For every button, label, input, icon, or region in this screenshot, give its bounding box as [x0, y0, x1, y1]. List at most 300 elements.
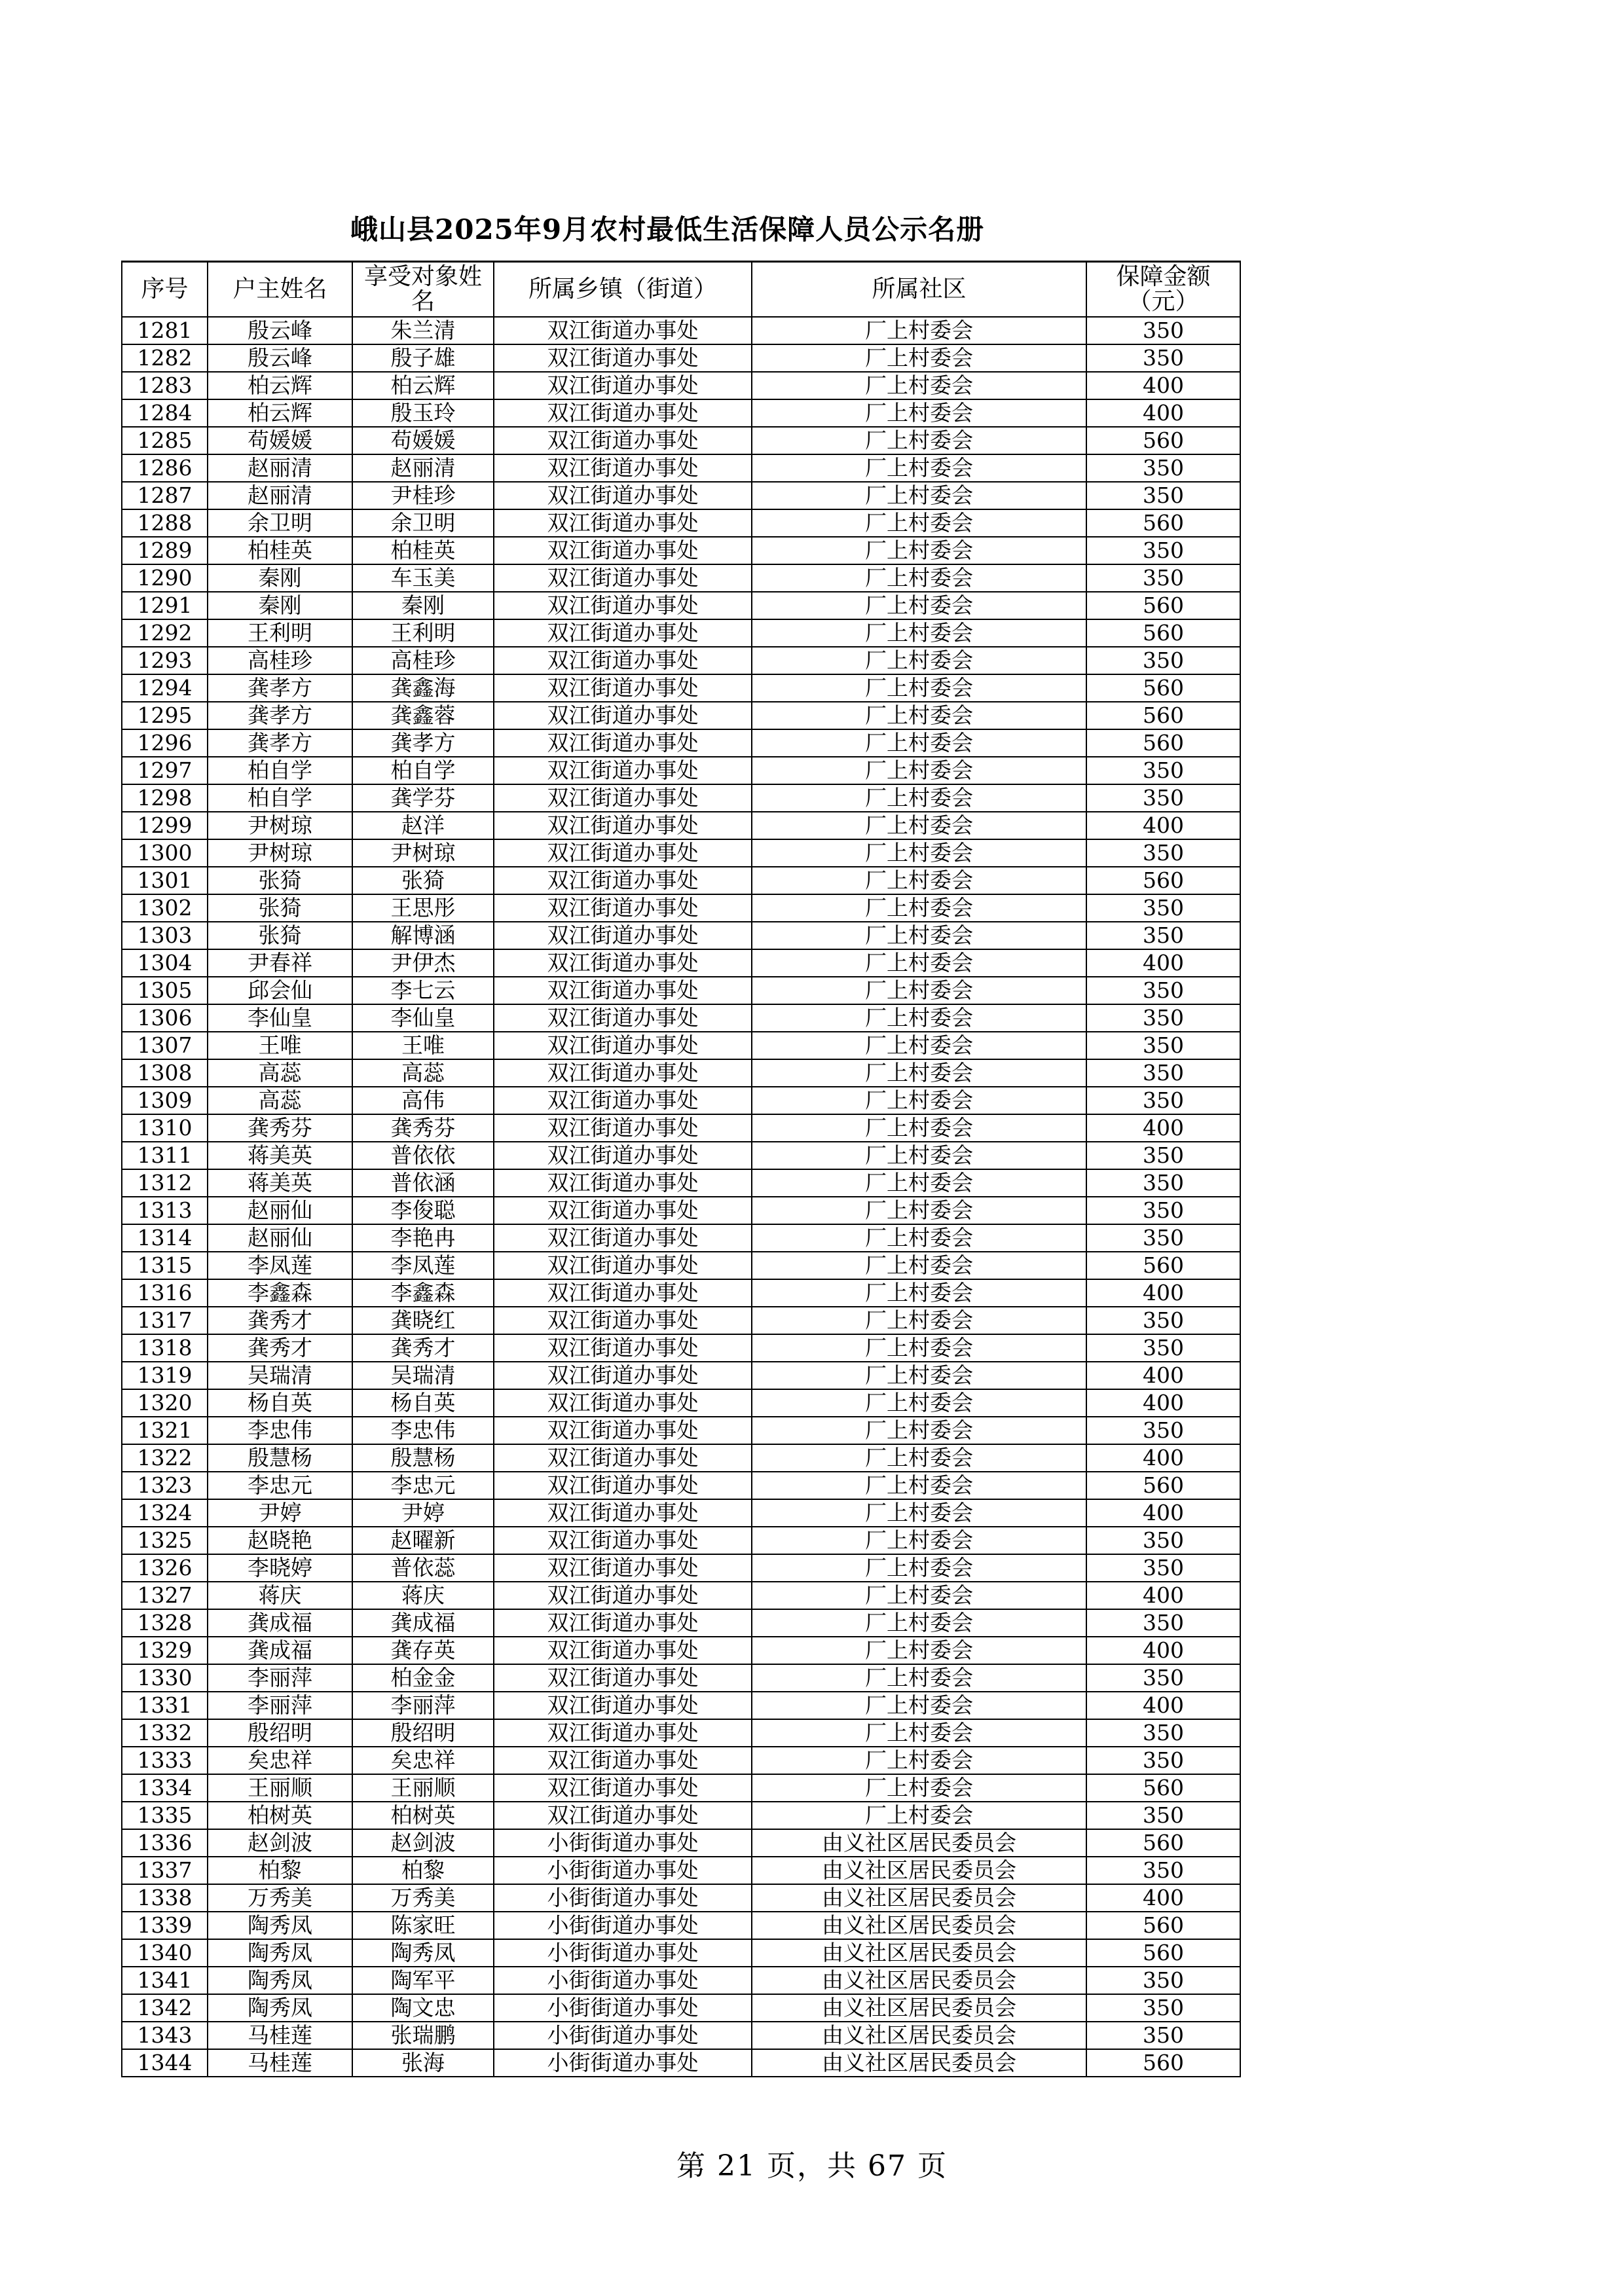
table-row [122, 1032, 1240, 1059]
cell-township: 双江街道办事处 [494, 564, 752, 592]
cell-township: 双江街道办事处 [494, 812, 752, 839]
cell-household-head: 高桂珍 [208, 647, 352, 674]
cell-household-head: 龚秀芬 [208, 1114, 352, 1142]
cell-index: 1297 [122, 757, 208, 784]
cell-beneficiary: 殷子雄 [352, 344, 494, 372]
cell-community: 厂上村委会 [752, 619, 1086, 647]
cell-township: 双江街道办事处 [494, 922, 752, 949]
cell-amount: 350 [1086, 1609, 1240, 1637]
cell-township: 双江街道办事处 [494, 1004, 752, 1032]
cell-household-head: 赵丽清 [208, 482, 352, 509]
table-row [122, 812, 1240, 839]
cell-amount: 560 [1086, 1939, 1240, 1967]
cell-beneficiary: 赵丽清 [352, 454, 494, 482]
cell-amount: 400 [1086, 1637, 1240, 1664]
cell-amount: 350 [1086, 1747, 1240, 1774]
cell-community: 厂上村委会 [752, 454, 1086, 482]
cell-beneficiary: 吴瑞清 [352, 1362, 494, 1389]
cell-community: 厂上村委会 [752, 509, 1086, 537]
cell-community: 由义社区居民委员会 [752, 1857, 1086, 1884]
cell-household-head: 马桂莲 [208, 2049, 352, 2077]
cell-township: 小街街道办事处 [494, 1829, 752, 1857]
cell-community: 厂上村委会 [752, 977, 1086, 1004]
cell-community: 厂上村委会 [752, 1582, 1086, 1609]
cell-household-head: 李丽萍 [208, 1692, 352, 1719]
cell-index: 1319 [122, 1362, 208, 1389]
column-header-index: 序号 [122, 262, 208, 318]
cell-community: 厂上村委会 [752, 1169, 1086, 1197]
cell-amount: 560 [1086, 509, 1240, 537]
cell-index: 1334 [122, 1774, 208, 1802]
cell-community: 厂上村委会 [752, 1087, 1086, 1114]
cell-index: 1332 [122, 1719, 208, 1747]
cell-amount: 350 [1086, 1967, 1240, 1994]
cell-index: 1331 [122, 1692, 208, 1719]
cell-beneficiary: 龚孝方 [352, 729, 494, 757]
cell-household-head: 龚秀才 [208, 1334, 352, 1362]
table-row [122, 922, 1240, 949]
cell-household-head: 陶秀凤 [208, 1912, 352, 1939]
cell-amount: 400 [1086, 1692, 1240, 1719]
table-row [122, 757, 1240, 784]
cell-index: 1290 [122, 564, 208, 592]
cell-beneficiary: 王利明 [352, 619, 494, 647]
cell-community: 厂上村委会 [752, 867, 1086, 894]
cell-amount: 350 [1086, 1664, 1240, 1692]
cell-community: 厂上村委会 [752, 1719, 1086, 1747]
cell-beneficiary: 李艳冉 [352, 1224, 494, 1252]
cell-amount: 350 [1086, 1087, 1240, 1114]
table-row [122, 1582, 1240, 1609]
cell-beneficiary: 杨自英 [352, 1389, 494, 1417]
cell-index: 1333 [122, 1747, 208, 1774]
cell-township: 小街街道办事处 [494, 2022, 752, 2049]
cell-index: 1338 [122, 1884, 208, 1912]
table-row [122, 1169, 1240, 1197]
cell-beneficiary: 普依依 [352, 1142, 494, 1169]
cell-community: 厂上村委会 [752, 1774, 1086, 1802]
cell-household-head: 杨自英 [208, 1389, 352, 1417]
cell-amount: 560 [1086, 1829, 1240, 1857]
cell-amount: 350 [1086, 1802, 1240, 1829]
cell-index: 1285 [122, 427, 208, 454]
cell-beneficiary: 王丽顺 [352, 1774, 494, 1802]
cell-household-head: 张猗 [208, 894, 352, 922]
cell-township: 小街街道办事处 [494, 1857, 752, 1884]
cell-community: 厂上村委会 [752, 564, 1086, 592]
table-row [122, 1609, 1240, 1637]
cell-beneficiary: 龚鑫海 [352, 674, 494, 702]
cell-township: 双江街道办事处 [494, 949, 752, 977]
cell-beneficiary: 尹树琼 [352, 839, 494, 867]
cell-household-head: 张猗 [208, 922, 352, 949]
cell-amount: 350 [1086, 977, 1240, 1004]
cell-index: 1323 [122, 1472, 208, 1499]
cell-index: 1321 [122, 1417, 208, 1444]
cell-household-head: 苟媛媛 [208, 427, 352, 454]
cell-index: 1296 [122, 729, 208, 757]
cell-township: 双江街道办事处 [494, 399, 752, 427]
cell-township: 双江街道办事处 [494, 894, 752, 922]
cell-beneficiary: 王思彤 [352, 894, 494, 922]
cell-index: 1322 [122, 1444, 208, 1472]
cell-amount: 350 [1086, 839, 1240, 867]
cell-township: 双江街道办事处 [494, 1472, 752, 1499]
column-header-household-head: 户主姓名 [208, 262, 352, 318]
cell-household-head: 赵剑波 [208, 1829, 352, 1857]
cell-community: 厂上村委会 [752, 1334, 1086, 1362]
cell-community: 厂上村委会 [752, 372, 1086, 399]
cell-community: 厂上村委会 [752, 1224, 1086, 1252]
cell-index: 1326 [122, 1554, 208, 1582]
table-row [122, 427, 1240, 454]
cell-township: 双江街道办事处 [494, 1142, 752, 1169]
cell-beneficiary: 张猗 [352, 867, 494, 894]
cell-beneficiary: 高桂珍 [352, 647, 494, 674]
cell-amount: 350 [1086, 1197, 1240, 1224]
cell-beneficiary: 秦刚 [352, 592, 494, 619]
cell-household-head: 王利明 [208, 619, 352, 647]
cell-household-head: 殷云峰 [208, 344, 352, 372]
cell-household-head: 蒋美英 [208, 1169, 352, 1197]
table-row [122, 1939, 1240, 1967]
cell-index: 1344 [122, 2049, 208, 2077]
cell-beneficiary: 尹桂珍 [352, 482, 494, 509]
cell-amount: 560 [1086, 592, 1240, 619]
cell-amount: 350 [1086, 1004, 1240, 1032]
cell-amount: 400 [1086, 1114, 1240, 1142]
cell-index: 1314 [122, 1224, 208, 1252]
table-row [122, 1059, 1240, 1087]
cell-amount: 400 [1086, 1582, 1240, 1609]
cell-beneficiary: 朱兰清 [352, 317, 494, 344]
cell-township: 双江街道办事处 [494, 1059, 752, 1087]
cell-index: 1311 [122, 1142, 208, 1169]
cell-township: 双江街道办事处 [494, 1692, 752, 1719]
cell-household-head: 邱会仙 [208, 977, 352, 1004]
cell-amount: 350 [1086, 894, 1240, 922]
cell-amount: 560 [1086, 2049, 1240, 2077]
cell-index: 1304 [122, 949, 208, 977]
cell-household-head: 殷绍明 [208, 1719, 352, 1747]
cell-beneficiary: 尹婷 [352, 1499, 494, 1527]
table-row [122, 894, 1240, 922]
table-row [122, 592, 1240, 619]
cell-index: 1307 [122, 1032, 208, 1059]
cell-beneficiary: 龚成福 [352, 1609, 494, 1637]
cell-beneficiary: 陶秀凤 [352, 1939, 494, 1967]
cell-community: 由义社区居民委员会 [752, 1884, 1086, 1912]
cell-index: 1328 [122, 1609, 208, 1637]
cell-community: 厂上村委会 [752, 1059, 1086, 1087]
cell-beneficiary: 李俊聪 [352, 1197, 494, 1224]
cell-township: 双江街道办事处 [494, 1719, 752, 1747]
cell-household-head: 李晓婷 [208, 1554, 352, 1582]
cell-index: 1291 [122, 592, 208, 619]
cell-household-head: 赵晓艳 [208, 1527, 352, 1554]
cell-township: 双江街道办事处 [494, 344, 752, 372]
cell-township: 小街街道办事处 [494, 1912, 752, 1939]
cell-community: 厂上村委会 [752, 592, 1086, 619]
cell-household-head: 秦刚 [208, 592, 352, 619]
table-row [122, 537, 1240, 564]
cell-township: 双江街道办事处 [494, 1087, 752, 1114]
cell-index: 1286 [122, 454, 208, 482]
cell-household-head: 柏自学 [208, 757, 352, 784]
cell-amount: 560 [1086, 619, 1240, 647]
cell-community: 厂上村委会 [752, 922, 1086, 949]
cell-index: 1324 [122, 1499, 208, 1527]
table-row [122, 702, 1240, 729]
table-row [122, 1252, 1240, 1279]
cell-beneficiary: 赵曜新 [352, 1527, 494, 1554]
cell-beneficiary: 柏桂英 [352, 537, 494, 564]
table-row [122, 1142, 1240, 1169]
cell-beneficiary: 普依涵 [352, 1169, 494, 1197]
cell-community: 厂上村委会 [752, 344, 1086, 372]
cell-amount: 400 [1086, 949, 1240, 977]
cell-household-head: 尹树琼 [208, 839, 352, 867]
cell-household-head: 龚孝方 [208, 674, 352, 702]
cell-index: 1303 [122, 922, 208, 949]
table-row [122, 509, 1240, 537]
cell-amount: 400 [1086, 1362, 1240, 1389]
cell-household-head: 吴瑞清 [208, 1362, 352, 1389]
table-row [122, 1417, 1240, 1444]
cell-community: 厂上村委会 [752, 1197, 1086, 1224]
cell-township: 双江街道办事处 [494, 1224, 752, 1252]
cell-index: 1341 [122, 1967, 208, 1994]
table-row [122, 1362, 1240, 1389]
cell-index: 1308 [122, 1059, 208, 1087]
cell-beneficiary: 赵洋 [352, 812, 494, 839]
cell-amount: 350 [1086, 482, 1240, 509]
cell-household-head: 马桂莲 [208, 2022, 352, 2049]
cell-beneficiary: 高蕊 [352, 1059, 494, 1087]
cell-index: 1316 [122, 1279, 208, 1307]
cell-household-head: 尹树琼 [208, 812, 352, 839]
cell-amount: 400 [1086, 812, 1240, 839]
cell-household-head: 高蕊 [208, 1087, 352, 1114]
cell-beneficiary: 殷绍明 [352, 1719, 494, 1747]
table-row [122, 1912, 1240, 1939]
table-row [122, 399, 1240, 427]
cell-amount: 350 [1086, 344, 1240, 372]
cell-amount: 350 [1086, 537, 1240, 564]
table-row [122, 1802, 1240, 1829]
cell-beneficiary: 张海 [352, 2049, 494, 2077]
cell-amount: 350 [1086, 1334, 1240, 1362]
cell-household-head: 龚孝方 [208, 729, 352, 757]
cell-community: 由义社区居民委员会 [752, 1939, 1086, 1967]
cell-township: 双江街道办事处 [494, 427, 752, 454]
cell-household-head: 龚孝方 [208, 702, 352, 729]
cell-beneficiary: 李凤莲 [352, 1252, 494, 1279]
cell-beneficiary: 殷玉玲 [352, 399, 494, 427]
cell-index: 1306 [122, 1004, 208, 1032]
cell-beneficiary: 陶文忠 [352, 1994, 494, 2022]
cell-community: 厂上村委会 [752, 1307, 1086, 1334]
cell-household-head: 尹婷 [208, 1499, 352, 1527]
table-row [122, 1774, 1240, 1802]
table-row [122, 1499, 1240, 1527]
cell-household-head: 柏自学 [208, 784, 352, 812]
cell-amount: 400 [1086, 399, 1240, 427]
cell-community: 由义社区居民委员会 [752, 1912, 1086, 1939]
cell-index: 1282 [122, 344, 208, 372]
cell-household-head: 秦刚 [208, 564, 352, 592]
cell-index: 1301 [122, 867, 208, 894]
cell-household-head: 柏黎 [208, 1857, 352, 1884]
cell-township: 双江街道办事处 [494, 1664, 752, 1692]
table-row [122, 2049, 1240, 2077]
table-row [122, 1857, 1240, 1884]
table-row [122, 977, 1240, 1004]
cell-township: 双江街道办事处 [494, 1444, 752, 1472]
cell-index: 1340 [122, 1939, 208, 1967]
cell-index: 1330 [122, 1664, 208, 1692]
cell-household-head: 李仙皇 [208, 1004, 352, 1032]
cell-amount: 350 [1086, 1059, 1240, 1087]
table-row [122, 1994, 1240, 2022]
cell-index: 1327 [122, 1582, 208, 1609]
cell-beneficiary: 张瑞鹏 [352, 2022, 494, 2049]
cell-amount: 350 [1086, 922, 1240, 949]
cell-household-head: 柏桂英 [208, 537, 352, 564]
cell-beneficiary: 陶军平 [352, 1967, 494, 1994]
table-row [122, 1279, 1240, 1307]
cell-community: 厂上村委会 [752, 1114, 1086, 1142]
table-row [122, 1114, 1240, 1142]
cell-community: 厂上村委会 [752, 1637, 1086, 1664]
cell-township: 双江街道办事处 [494, 1334, 752, 1362]
cell-household-head: 柏云辉 [208, 372, 352, 399]
cell-township: 双江街道办事处 [494, 647, 752, 674]
cell-community: 厂上村委会 [752, 482, 1086, 509]
roster-table [121, 261, 1241, 2077]
cell-community: 厂上村委会 [752, 1004, 1086, 1032]
cell-amount: 350 [1086, 1224, 1240, 1252]
cell-household-head: 龚成福 [208, 1637, 352, 1664]
cell-township: 双江街道办事处 [494, 1032, 752, 1059]
cell-beneficiary: 柏云辉 [352, 372, 494, 399]
cell-amount: 350 [1086, 2022, 1240, 2049]
cell-beneficiary: 李忠元 [352, 1472, 494, 1499]
cell-index: 1298 [122, 784, 208, 812]
cell-township: 双江街道办事处 [494, 1114, 752, 1142]
cell-index: 1317 [122, 1307, 208, 1334]
cell-community: 厂上村委会 [752, 537, 1086, 564]
cell-township: 双江街道办事处 [494, 592, 752, 619]
cell-community: 厂上村委会 [752, 1692, 1086, 1719]
table-row [122, 1554, 1240, 1582]
cell-township: 双江街道办事处 [494, 1499, 752, 1527]
cell-community: 厂上村委会 [752, 1362, 1086, 1389]
table-row [122, 1004, 1240, 1032]
cell-township: 双江街道办事处 [494, 1774, 752, 1802]
cell-township: 双江街道办事处 [494, 977, 752, 1004]
cell-household-head: 陶秀凤 [208, 1967, 352, 1994]
page-footer: 第 21 页，共 67 页 [676, 2149, 948, 2183]
cell-township: 双江街道办事处 [494, 1197, 752, 1224]
cell-community: 厂上村委会 [752, 1527, 1086, 1554]
table-row [122, 1692, 1240, 1719]
cell-amount: 350 [1086, 1994, 1240, 2022]
cell-amount: 350 [1086, 757, 1240, 784]
cell-township: 小街街道办事处 [494, 2049, 752, 2077]
cell-amount: 400 [1086, 372, 1240, 399]
cell-index: 1312 [122, 1169, 208, 1197]
cell-household-head: 王丽顺 [208, 1774, 352, 1802]
table-row [122, 647, 1240, 674]
table-row [122, 619, 1240, 647]
cell-community: 厂上村委会 [752, 812, 1086, 839]
cell-amount: 560 [1086, 702, 1240, 729]
cell-household-head: 赵丽仙 [208, 1197, 352, 1224]
cell-index: 1329 [122, 1637, 208, 1664]
column-header-township: 所属乡镇（街道） [494, 262, 752, 318]
cell-township: 双江街道办事处 [494, 1747, 752, 1774]
cell-amount: 350 [1086, 1857, 1240, 1884]
cell-township: 双江街道办事处 [494, 1389, 752, 1417]
cell-index: 1320 [122, 1389, 208, 1417]
document-title: 峨山县2025年9月农村最低生活保障人员公示名册 [350, 213, 985, 246]
cell-household-head: 赵丽清 [208, 454, 352, 482]
cell-household-head: 张猗 [208, 867, 352, 894]
cell-amount: 560 [1086, 1252, 1240, 1279]
table-row [122, 1334, 1240, 1362]
cell-beneficiary: 解博涵 [352, 922, 494, 949]
cell-index: 1318 [122, 1334, 208, 1362]
cell-index: 1315 [122, 1252, 208, 1279]
cell-township: 双江街道办事处 [494, 1802, 752, 1829]
cell-community: 厂上村委会 [752, 784, 1086, 812]
cell-household-head: 龚秀才 [208, 1307, 352, 1334]
cell-index: 1325 [122, 1527, 208, 1554]
table-row [122, 1664, 1240, 1692]
cell-community: 厂上村委会 [752, 894, 1086, 922]
table-row [122, 839, 1240, 867]
cell-beneficiary: 尹伊杰 [352, 949, 494, 977]
cell-beneficiary: 车玉美 [352, 564, 494, 592]
table-row [122, 372, 1240, 399]
cell-township: 双江街道办事处 [494, 1609, 752, 1637]
cell-community: 厂上村委会 [752, 674, 1086, 702]
cell-beneficiary: 龚秀芬 [352, 1114, 494, 1142]
cell-index: 1342 [122, 1994, 208, 2022]
cell-community: 厂上村委会 [752, 1389, 1086, 1417]
cell-township: 小街街道办事处 [494, 1939, 752, 1967]
cell-community: 厂上村委会 [752, 1252, 1086, 1279]
cell-amount: 560 [1086, 867, 1240, 894]
cell-amount: 560 [1086, 1774, 1240, 1802]
cell-household-head: 李凤莲 [208, 1252, 352, 1279]
cell-household-head: 蒋美英 [208, 1142, 352, 1169]
cell-beneficiary: 矣忠祥 [352, 1747, 494, 1774]
column-header-amount: 保障金额（元） [1086, 262, 1240, 318]
cell-community: 厂上村委会 [752, 1417, 1086, 1444]
cell-township: 双江街道办事处 [494, 1252, 752, 1279]
cell-township: 小街街道办事处 [494, 1884, 752, 1912]
cell-amount: 400 [1086, 1279, 1240, 1307]
cell-township: 双江街道办事处 [494, 454, 752, 482]
cell-amount: 560 [1086, 1912, 1240, 1939]
cell-township: 双江街道办事处 [494, 1554, 752, 1582]
cell-township: 双江街道办事处 [494, 867, 752, 894]
cell-township: 双江街道办事处 [494, 1307, 752, 1334]
cell-household-head: 王唯 [208, 1032, 352, 1059]
cell-community: 厂上村委会 [752, 317, 1086, 344]
